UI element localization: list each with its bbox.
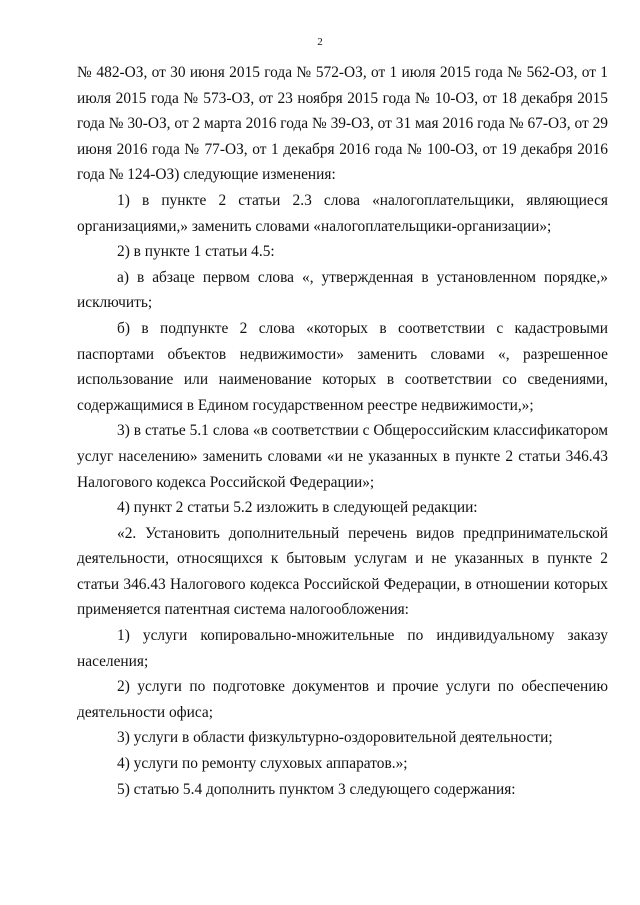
paragraph-item-2a: а) в абзаце первом слова «, утвержденная в установленном порядке,» исключить; [77, 268, 608, 312]
paragraph-item-2: 2) в пункте 1 статьи 4.5: [117, 243, 275, 261]
paragraph-service-4: 4) услуги по ремонту слуховых аппаратов.»; [117, 755, 408, 773]
paragraph-amended-laws-list: № 482-ОЗ, от 30 июня 2015 года № 572-ОЗ, от 1 июля 2015 года № 562-ОЗ, от 1 июля 2015 года № 573-ОЗ, от 23 ноября 2015 года № 10-ОЗ, от 18 декабря 2015 года № 30-ОЗ, от 2 марта 2016 года № 39-ОЗ, от 31 мая 2016 года № 67-ОЗ, от 29 июня 2016 года № 77-ОЗ, от 1 декабря 2016 года № 100-ОЗ, от 19 декабря 2016 года № 124-ОЗ) следующие изменения: [77, 64, 608, 184]
page-number: 2 [317, 36, 323, 48]
paragraph-new-clause-2: «2. Установить дополнительный перечень видов предпринимательской деятельности, относящихся к бытовым услугам и не указанных в пункте 2 статьи 346.43 Налогового кодекса Российской Федерации, в отношении которых применяется патентная система налогообложения: [77, 524, 608, 619]
paragraph-item-3: 3) в статье 5.1 слова «в соответствии с Общероссийским классификатором услуг населению» заменить словами «и не указанных в пункте 2 статьи 346.43 Налогового кодекса Российской Федерации»; [77, 422, 608, 491]
document-body [77, 60, 608, 802]
paragraph-service-3: 3) услуги в области физкультурно-оздоровительной деятельности; [117, 729, 553, 747]
paragraph-service-2: 2) услуги по подготовке документов и прочие услуги по обеспечению деятельности офиса; [77, 678, 608, 721]
paragraph-item-1: 1) в пункте 2 статьи 2.3 слова «налогоплательщики, являющиеся организациями,» заменить словами «налогоплательщики-организации»; [77, 191, 608, 235]
paragraph-item-4: 4) пункт 2 статьи 5.2 изложить в следующей редакции: [117, 499, 478, 517]
paragraph-service-1: 1) услуги копировально-множительные по индивидуальному заказу населения; [77, 627, 608, 670]
paragraph-item-5: 5) статью 5.4 дополнить пунктом 3 следующего содержания: [117, 780, 516, 798]
paragraph-item-2b: б) в подпункте 2 слова «которых в соответствии с кадастровыми паспортами объектов недвижимости» заменить словами «, разрешенное использование или наименование которых в соответствии со сведениями, содержащимися в Едином государственном реестре недвижимости,»; [77, 319, 608, 414]
